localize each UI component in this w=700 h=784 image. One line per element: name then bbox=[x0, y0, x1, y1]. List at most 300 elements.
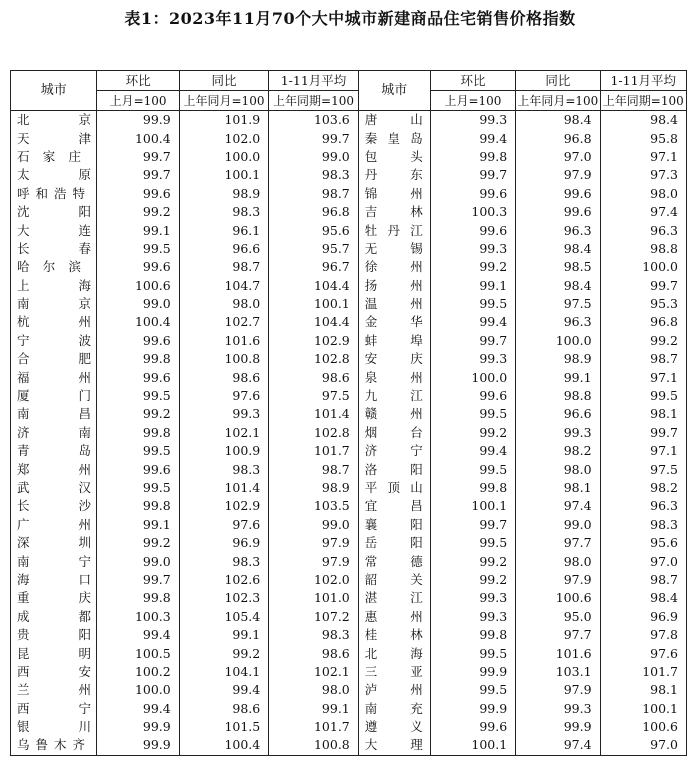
mom-value-cell: 99.6 bbox=[430, 221, 515, 239]
city-name-cell bbox=[11, 700, 97, 718]
mom-value-cell: 99.1 bbox=[97, 516, 179, 534]
mom-value-cell: 99.2 bbox=[97, 405, 179, 423]
city-name: 重庆 bbox=[17, 590, 91, 606]
mom-value-cell: 99.7 bbox=[97, 148, 179, 166]
city-name: 深圳 bbox=[17, 535, 91, 551]
mom-value-cell: 99.3 bbox=[430, 608, 515, 626]
avg-value-cell: 97.0 bbox=[600, 736, 686, 755]
city-name: 上海 bbox=[17, 277, 91, 293]
mom-value-cell: 99.8 bbox=[430, 479, 515, 497]
yoy-value-cell: 104.1 bbox=[179, 663, 269, 681]
yoy-value-cell: 102.1 bbox=[179, 424, 269, 442]
mom-value-cell: 99.9 bbox=[430, 663, 515, 681]
city-name-cell bbox=[358, 166, 430, 184]
city-name: 石家庄 bbox=[17, 148, 81, 164]
yoy-value-cell: 104.7 bbox=[179, 277, 269, 295]
yoy-value-cell: 98.6 bbox=[179, 700, 269, 718]
city-name: 桂林 bbox=[364, 627, 423, 643]
city-name: 湛江 bbox=[364, 590, 423, 606]
mom-value-cell: 99.4 bbox=[430, 442, 515, 460]
table-row bbox=[11, 240, 687, 258]
mom-value-cell: 99.8 bbox=[430, 626, 515, 644]
avg-value-cell: 97.4 bbox=[600, 203, 686, 221]
city-name: 西安 bbox=[17, 663, 91, 679]
mom-value-cell: 99.2 bbox=[97, 534, 179, 552]
table-row bbox=[11, 368, 687, 386]
city-name-cell bbox=[11, 479, 97, 497]
yoy-value-cell: 98.4 bbox=[516, 277, 600, 295]
city-name-cell bbox=[11, 736, 97, 755]
table-row bbox=[11, 185, 687, 203]
yoy-value-cell: 97.5 bbox=[516, 295, 600, 313]
avg-value-cell: 102.0 bbox=[269, 571, 359, 589]
city-name-cell bbox=[11, 424, 97, 442]
yoy-value-cell: 98.3 bbox=[179, 552, 269, 570]
city-name-cell bbox=[358, 203, 430, 221]
yoy-value-cell: 101.4 bbox=[179, 479, 269, 497]
city-name-cell bbox=[358, 644, 430, 662]
mom-value-cell: 99.7 bbox=[97, 571, 179, 589]
mom-value-cell: 99.9 bbox=[97, 736, 179, 755]
city-name: 济宁 bbox=[364, 443, 423, 459]
mom-value-cell: 99.3 bbox=[430, 111, 515, 130]
city-name-cell bbox=[11, 497, 97, 515]
yoy-value-cell: 96.6 bbox=[179, 240, 269, 258]
table-row bbox=[11, 387, 687, 405]
table-row bbox=[11, 277, 687, 295]
yoy-value-cell: 99.2 bbox=[179, 644, 269, 662]
avg-value-cell: 100.1 bbox=[269, 295, 359, 313]
yoy-value-cell: 99.3 bbox=[516, 424, 600, 442]
yoy-value-cell: 96.1 bbox=[179, 221, 269, 239]
mom-value-cell: 100.1 bbox=[430, 497, 515, 515]
city-name: 温州 bbox=[364, 296, 423, 312]
avg-value-cell: 102.8 bbox=[269, 424, 359, 442]
city-name-cell bbox=[358, 129, 430, 147]
yoy-value-cell: 95.0 bbox=[516, 608, 600, 626]
mom-value-cell: 99.4 bbox=[97, 626, 179, 644]
city-name: 韶关 bbox=[364, 571, 423, 587]
yoy-value-cell: 98.0 bbox=[179, 295, 269, 313]
city-name-cell bbox=[11, 111, 97, 130]
city-column-header-right: 城市 bbox=[358, 71, 430, 111]
city-name: 乌鲁木齐 bbox=[17, 737, 85, 753]
table-row bbox=[11, 405, 687, 423]
table-row bbox=[11, 166, 687, 184]
city-name-cell bbox=[358, 589, 430, 607]
city-name: 平顶山 bbox=[364, 480, 423, 495]
mom-value-cell: 99.3 bbox=[430, 350, 515, 368]
city-name-cell bbox=[358, 350, 430, 368]
city-name-cell bbox=[11, 221, 97, 239]
mom-value-cell: 99.9 bbox=[430, 700, 515, 718]
yoy-base-header: 上年同月=100 bbox=[179, 91, 269, 111]
mom-value-cell: 99.3 bbox=[430, 589, 515, 607]
yoy-value-cell: 103.1 bbox=[516, 663, 600, 681]
city-name-cell bbox=[358, 516, 430, 534]
yoy-value-cell: 101.6 bbox=[179, 332, 269, 350]
city-name-cell bbox=[11, 350, 97, 368]
avg-value-cell: 96.9 bbox=[600, 608, 686, 626]
yoy-value-cell: 99.6 bbox=[516, 203, 600, 221]
yoy-value-cell: 98.3 bbox=[179, 203, 269, 221]
yoy-value-cell: 97.6 bbox=[179, 387, 269, 405]
city-name-cell bbox=[358, 405, 430, 423]
yoy-value-cell: 98.0 bbox=[516, 552, 600, 570]
mom-value-cell: 99.8 bbox=[97, 589, 179, 607]
city-name-cell bbox=[358, 387, 430, 405]
yoy-value-cell: 99.9 bbox=[516, 718, 600, 736]
avg-value-cell: 103.6 bbox=[269, 111, 359, 130]
avg-value-cell: 100.6 bbox=[600, 718, 686, 736]
avg-value-cell: 97.1 bbox=[600, 442, 686, 460]
city-name: 襄阳 bbox=[364, 516, 423, 532]
avg-column-header-right: 1-11月平均 bbox=[600, 71, 686, 91]
yoy-column-header: 同比 bbox=[179, 71, 269, 91]
avg-value-cell: 101.4 bbox=[269, 405, 359, 423]
yoy-value-cell: 102.3 bbox=[179, 589, 269, 607]
city-name-cell bbox=[11, 185, 97, 203]
city-name-cell bbox=[11, 295, 97, 313]
mom-value-cell: 99.7 bbox=[430, 516, 515, 534]
yoy-value-cell: 98.4 bbox=[516, 111, 600, 130]
city-name: 赣州 bbox=[364, 406, 423, 422]
city-name: 福州 bbox=[17, 369, 91, 385]
yoy-value-cell: 97.7 bbox=[516, 534, 600, 552]
yoy-value-cell: 98.7 bbox=[179, 258, 269, 276]
avg-value-cell: 98.6 bbox=[269, 368, 359, 386]
city-name-cell bbox=[358, 571, 430, 589]
mom-value-cell: 99.7 bbox=[430, 166, 515, 184]
city-name: 大理 bbox=[364, 737, 423, 753]
city-name-cell bbox=[358, 258, 430, 276]
yoy-value-cell: 100.0 bbox=[179, 148, 269, 166]
yoy-value-cell: 102.7 bbox=[179, 313, 269, 331]
city-name: 南宁 bbox=[17, 553, 91, 569]
avg-value-cell: 95.6 bbox=[600, 534, 686, 552]
city-name: 常德 bbox=[364, 553, 423, 569]
avg-value-cell: 97.1 bbox=[600, 368, 686, 386]
city-name-cell bbox=[358, 718, 430, 736]
city-name: 济南 bbox=[17, 424, 91, 440]
mom-value-cell: 99.4 bbox=[97, 700, 179, 718]
city-name: 岳阳 bbox=[364, 535, 423, 551]
avg-value-cell: 99.2 bbox=[600, 332, 686, 350]
yoy-value-cell: 99.1 bbox=[516, 368, 600, 386]
city-name-cell bbox=[358, 185, 430, 203]
avg-value-cell: 107.2 bbox=[269, 608, 359, 626]
yoy-value-cell: 101.9 bbox=[179, 111, 269, 130]
city-name-cell bbox=[358, 663, 430, 681]
avg-value-cell: 96.7 bbox=[269, 258, 359, 276]
table-row bbox=[11, 313, 687, 331]
mom-value-cell: 99.5 bbox=[430, 681, 515, 699]
mom-value-cell: 99.4 bbox=[430, 313, 515, 331]
yoy-value-cell: 100.9 bbox=[179, 442, 269, 460]
city-name: 厦门 bbox=[17, 388, 91, 404]
table-title: 表1：2023年11月70个大中城市新建商品住宅销售价格指数 bbox=[124, 9, 576, 28]
mom-value-cell: 99.5 bbox=[430, 534, 515, 552]
mom-value-cell: 99.8 bbox=[97, 424, 179, 442]
avg-column-header: 1-11月平均 bbox=[269, 71, 359, 91]
yoy-value-cell: 96.9 bbox=[179, 534, 269, 552]
yoy-value-cell: 98.6 bbox=[179, 368, 269, 386]
city-name: 牡丹江 bbox=[364, 222, 423, 238]
mom-value-cell: 99.5 bbox=[430, 405, 515, 423]
avg-value-cell: 96.3 bbox=[600, 497, 686, 515]
city-name: 无锡 bbox=[364, 240, 423, 256]
avg-value-cell: 99.1 bbox=[269, 700, 359, 718]
table-row bbox=[11, 460, 687, 478]
city-name-cell bbox=[358, 240, 430, 258]
table-row bbox=[11, 663, 687, 681]
table-row bbox=[11, 718, 687, 736]
city-name-cell bbox=[11, 166, 97, 184]
table-row bbox=[11, 534, 687, 552]
city-name-cell bbox=[11, 129, 97, 147]
avg-value-cell: 95.3 bbox=[600, 295, 686, 313]
yoy-value-cell: 105.4 bbox=[179, 608, 269, 626]
city-name: 扬州 bbox=[364, 277, 423, 293]
yoy-column-header-right: 同比 bbox=[516, 71, 600, 91]
city-name: 沈阳 bbox=[17, 204, 91, 220]
avg-value-cell: 96.3 bbox=[600, 221, 686, 239]
avg-value-cell: 100.8 bbox=[269, 736, 359, 755]
yoy-value-cell: 101.5 bbox=[179, 718, 269, 736]
city-name-cell bbox=[11, 405, 97, 423]
mom-value-cell: 99.6 bbox=[97, 332, 179, 350]
yoy-value-cell: 100.6 bbox=[516, 589, 600, 607]
city-name: 大连 bbox=[17, 222, 91, 238]
avg-value-cell: 100.1 bbox=[600, 700, 686, 718]
city-name: 三亚 bbox=[364, 663, 423, 679]
avg-value-cell: 97.1 bbox=[600, 148, 686, 166]
mom-value-cell: 99.2 bbox=[430, 424, 515, 442]
yoy-value-cell: 98.9 bbox=[179, 185, 269, 203]
mom-value-cell: 100.5 bbox=[97, 644, 179, 662]
city-name-cell bbox=[358, 700, 430, 718]
city-name: 银川 bbox=[17, 719, 91, 735]
avg-value-cell: 101.7 bbox=[269, 718, 359, 736]
avg-value-cell: 98.8 bbox=[600, 240, 686, 258]
mom-value-cell: 99.5 bbox=[430, 295, 515, 313]
yoy-value-cell: 97.9 bbox=[516, 681, 600, 699]
yoy-value-cell: 99.0 bbox=[516, 516, 600, 534]
city-name-cell bbox=[11, 203, 97, 221]
mom-value-cell: 99.5 bbox=[430, 460, 515, 478]
avg-value-cell: 99.7 bbox=[600, 424, 686, 442]
avg-value-cell: 98.3 bbox=[269, 626, 359, 644]
price-index-table bbox=[10, 70, 687, 756]
city-name: 包头 bbox=[364, 148, 423, 164]
mom-value-cell: 99.6 bbox=[430, 185, 515, 203]
city-name-cell bbox=[11, 313, 97, 331]
yoy-value-cell: 98.2 bbox=[516, 442, 600, 460]
city-name-cell bbox=[358, 368, 430, 386]
city-name-cell bbox=[11, 681, 97, 699]
avg-value-cell: 98.7 bbox=[600, 350, 686, 368]
mom-value-cell: 99.5 bbox=[430, 644, 515, 662]
avg-value-cell: 100.0 bbox=[600, 258, 686, 276]
table-row bbox=[11, 148, 687, 166]
mom-value-cell: 99.6 bbox=[430, 387, 515, 405]
avg-value-cell: 95.6 bbox=[269, 221, 359, 239]
avg-value-cell: 102.8 bbox=[269, 350, 359, 368]
city-name-cell bbox=[11, 534, 97, 552]
avg-value-cell: 97.9 bbox=[269, 534, 359, 552]
mom-value-cell: 99.3 bbox=[430, 240, 515, 258]
yoy-value-cell: 102.9 bbox=[179, 497, 269, 515]
city-name-cell bbox=[358, 479, 430, 497]
city-name-cell bbox=[358, 295, 430, 313]
yoy-value-cell: 99.1 bbox=[179, 626, 269, 644]
city-name: 呼和浩特 bbox=[17, 185, 85, 201]
yoy-value-cell: 100.1 bbox=[179, 166, 269, 184]
avg-value-cell: 98.4 bbox=[600, 589, 686, 607]
city-name: 哈尔滨 bbox=[17, 259, 81, 275]
mom-value-cell: 99.5 bbox=[97, 479, 179, 497]
city-name: 北京 bbox=[17, 112, 91, 128]
table-row bbox=[11, 350, 687, 368]
city-name: 北海 bbox=[364, 645, 423, 661]
city-name-cell bbox=[11, 442, 97, 460]
avg-value-cell: 103.5 bbox=[269, 497, 359, 515]
city-name: 唐山 bbox=[364, 112, 423, 128]
table-row bbox=[11, 626, 687, 644]
city-name: 长春 bbox=[17, 240, 91, 256]
city-name-cell bbox=[358, 111, 430, 130]
mom-value-cell: 100.4 bbox=[97, 129, 179, 147]
yoy-value-cell: 97.7 bbox=[516, 626, 600, 644]
mom-value-cell: 100.0 bbox=[97, 681, 179, 699]
mom-value-cell: 99.7 bbox=[97, 166, 179, 184]
yoy-value-cell: 99.6 bbox=[516, 185, 600, 203]
mom-value-cell: 100.1 bbox=[430, 736, 515, 755]
table-row bbox=[11, 111, 687, 130]
yoy-value-cell: 96.3 bbox=[516, 313, 600, 331]
city-name: 昆明 bbox=[17, 645, 91, 661]
mom-value-cell: 99.5 bbox=[97, 442, 179, 460]
city-name-cell bbox=[11, 608, 97, 626]
city-name-cell bbox=[11, 460, 97, 478]
table-row bbox=[11, 571, 687, 589]
mom-value-cell: 99.6 bbox=[430, 718, 515, 736]
yoy-value-cell: 97.4 bbox=[516, 736, 600, 755]
yoy-value-cell: 96.8 bbox=[516, 129, 600, 147]
mom-value-cell: 99.9 bbox=[97, 718, 179, 736]
avg-value-cell: 98.0 bbox=[269, 681, 359, 699]
city-name: 烟台 bbox=[364, 424, 423, 440]
mom-value-cell: 100.6 bbox=[97, 277, 179, 295]
yoy-value-cell: 99.4 bbox=[179, 681, 269, 699]
table-row bbox=[11, 516, 687, 534]
mom-column-header: 环比 bbox=[97, 71, 179, 91]
mom-value-cell: 99.7 bbox=[430, 332, 515, 350]
city-name-cell bbox=[358, 736, 430, 755]
city-name-cell bbox=[11, 332, 97, 350]
avg-value-cell: 98.6 bbox=[269, 644, 359, 662]
mom-value-cell: 99.9 bbox=[97, 111, 179, 130]
yoy-value-cell: 96.6 bbox=[516, 405, 600, 423]
yoy-value-cell: 98.5 bbox=[516, 258, 600, 276]
mom-value-cell: 99.6 bbox=[97, 185, 179, 203]
city-name-cell bbox=[11, 258, 97, 276]
city-name: 金华 bbox=[364, 314, 423, 330]
yoy-value-cell: 98.1 bbox=[516, 479, 600, 497]
city-name: 惠州 bbox=[364, 608, 423, 624]
city-name-cell bbox=[11, 516, 97, 534]
avg-value-cell: 97.3 bbox=[600, 166, 686, 184]
avg-value-cell: 98.7 bbox=[269, 460, 359, 478]
city-name: 天津 bbox=[17, 130, 91, 146]
city-name-cell bbox=[358, 313, 430, 331]
city-name: 宜昌 bbox=[364, 498, 423, 514]
table-row bbox=[11, 221, 687, 239]
city-name: 泸州 bbox=[364, 682, 423, 698]
city-name-cell bbox=[11, 663, 97, 681]
yoy-value-cell: 98.3 bbox=[179, 460, 269, 478]
city-name-cell bbox=[11, 644, 97, 662]
table-row bbox=[11, 203, 687, 221]
city-name: 贵阳 bbox=[17, 627, 91, 643]
city-name-cell bbox=[358, 148, 430, 166]
mom-value-cell: 99.5 bbox=[97, 387, 179, 405]
table-row bbox=[11, 736, 687, 755]
city-name-cell bbox=[358, 608, 430, 626]
mom-base-header-right: 上月=100 bbox=[430, 91, 515, 111]
avg-value-cell: 104.4 bbox=[269, 277, 359, 295]
city-name: 成都 bbox=[17, 608, 91, 624]
city-name: 广州 bbox=[17, 516, 91, 532]
city-name: 青岛 bbox=[17, 443, 91, 459]
city-name: 宁波 bbox=[17, 332, 91, 348]
city-name: 九江 bbox=[364, 388, 423, 404]
avg-value-cell: 97.5 bbox=[600, 460, 686, 478]
city-name: 杭州 bbox=[17, 314, 91, 330]
avg-value-cell: 102.9 bbox=[269, 332, 359, 350]
mom-value-cell: 99.2 bbox=[430, 571, 515, 589]
yoy-value-cell: 100.4 bbox=[179, 736, 269, 755]
yoy-value-cell: 100.0 bbox=[516, 332, 600, 350]
mom-value-cell: 100.2 bbox=[97, 663, 179, 681]
yoy-value-cell: 102.6 bbox=[179, 571, 269, 589]
mom-value-cell: 99.5 bbox=[97, 240, 179, 258]
yoy-value-cell: 97.9 bbox=[516, 166, 600, 184]
city-name: 南充 bbox=[364, 700, 423, 716]
yoy-value-cell: 97.6 bbox=[179, 516, 269, 534]
table-row bbox=[11, 681, 687, 699]
city-name: 徐州 bbox=[364, 259, 423, 275]
avg-value-cell: 101.7 bbox=[269, 442, 359, 460]
city-name-cell bbox=[358, 332, 430, 350]
yoy-value-cell: 99.3 bbox=[516, 700, 600, 718]
city-name: 西宁 bbox=[17, 700, 91, 716]
avg-value-cell: 99.5 bbox=[600, 387, 686, 405]
mom-value-cell: 100.3 bbox=[97, 608, 179, 626]
city-name-cell bbox=[358, 681, 430, 699]
avg-base-header-right: 上年同期=100 bbox=[600, 91, 686, 111]
city-name-cell bbox=[11, 626, 97, 644]
table-row bbox=[11, 644, 687, 662]
city-name: 合肥 bbox=[17, 351, 91, 367]
city-name: 丹东 bbox=[364, 167, 423, 183]
city-name: 武汉 bbox=[17, 480, 91, 495]
city-name-cell bbox=[358, 552, 430, 570]
city-name-cell bbox=[358, 534, 430, 552]
mom-value-cell: 99.6 bbox=[97, 258, 179, 276]
avg-value-cell: 97.0 bbox=[600, 552, 686, 570]
table-body bbox=[11, 111, 687, 756]
